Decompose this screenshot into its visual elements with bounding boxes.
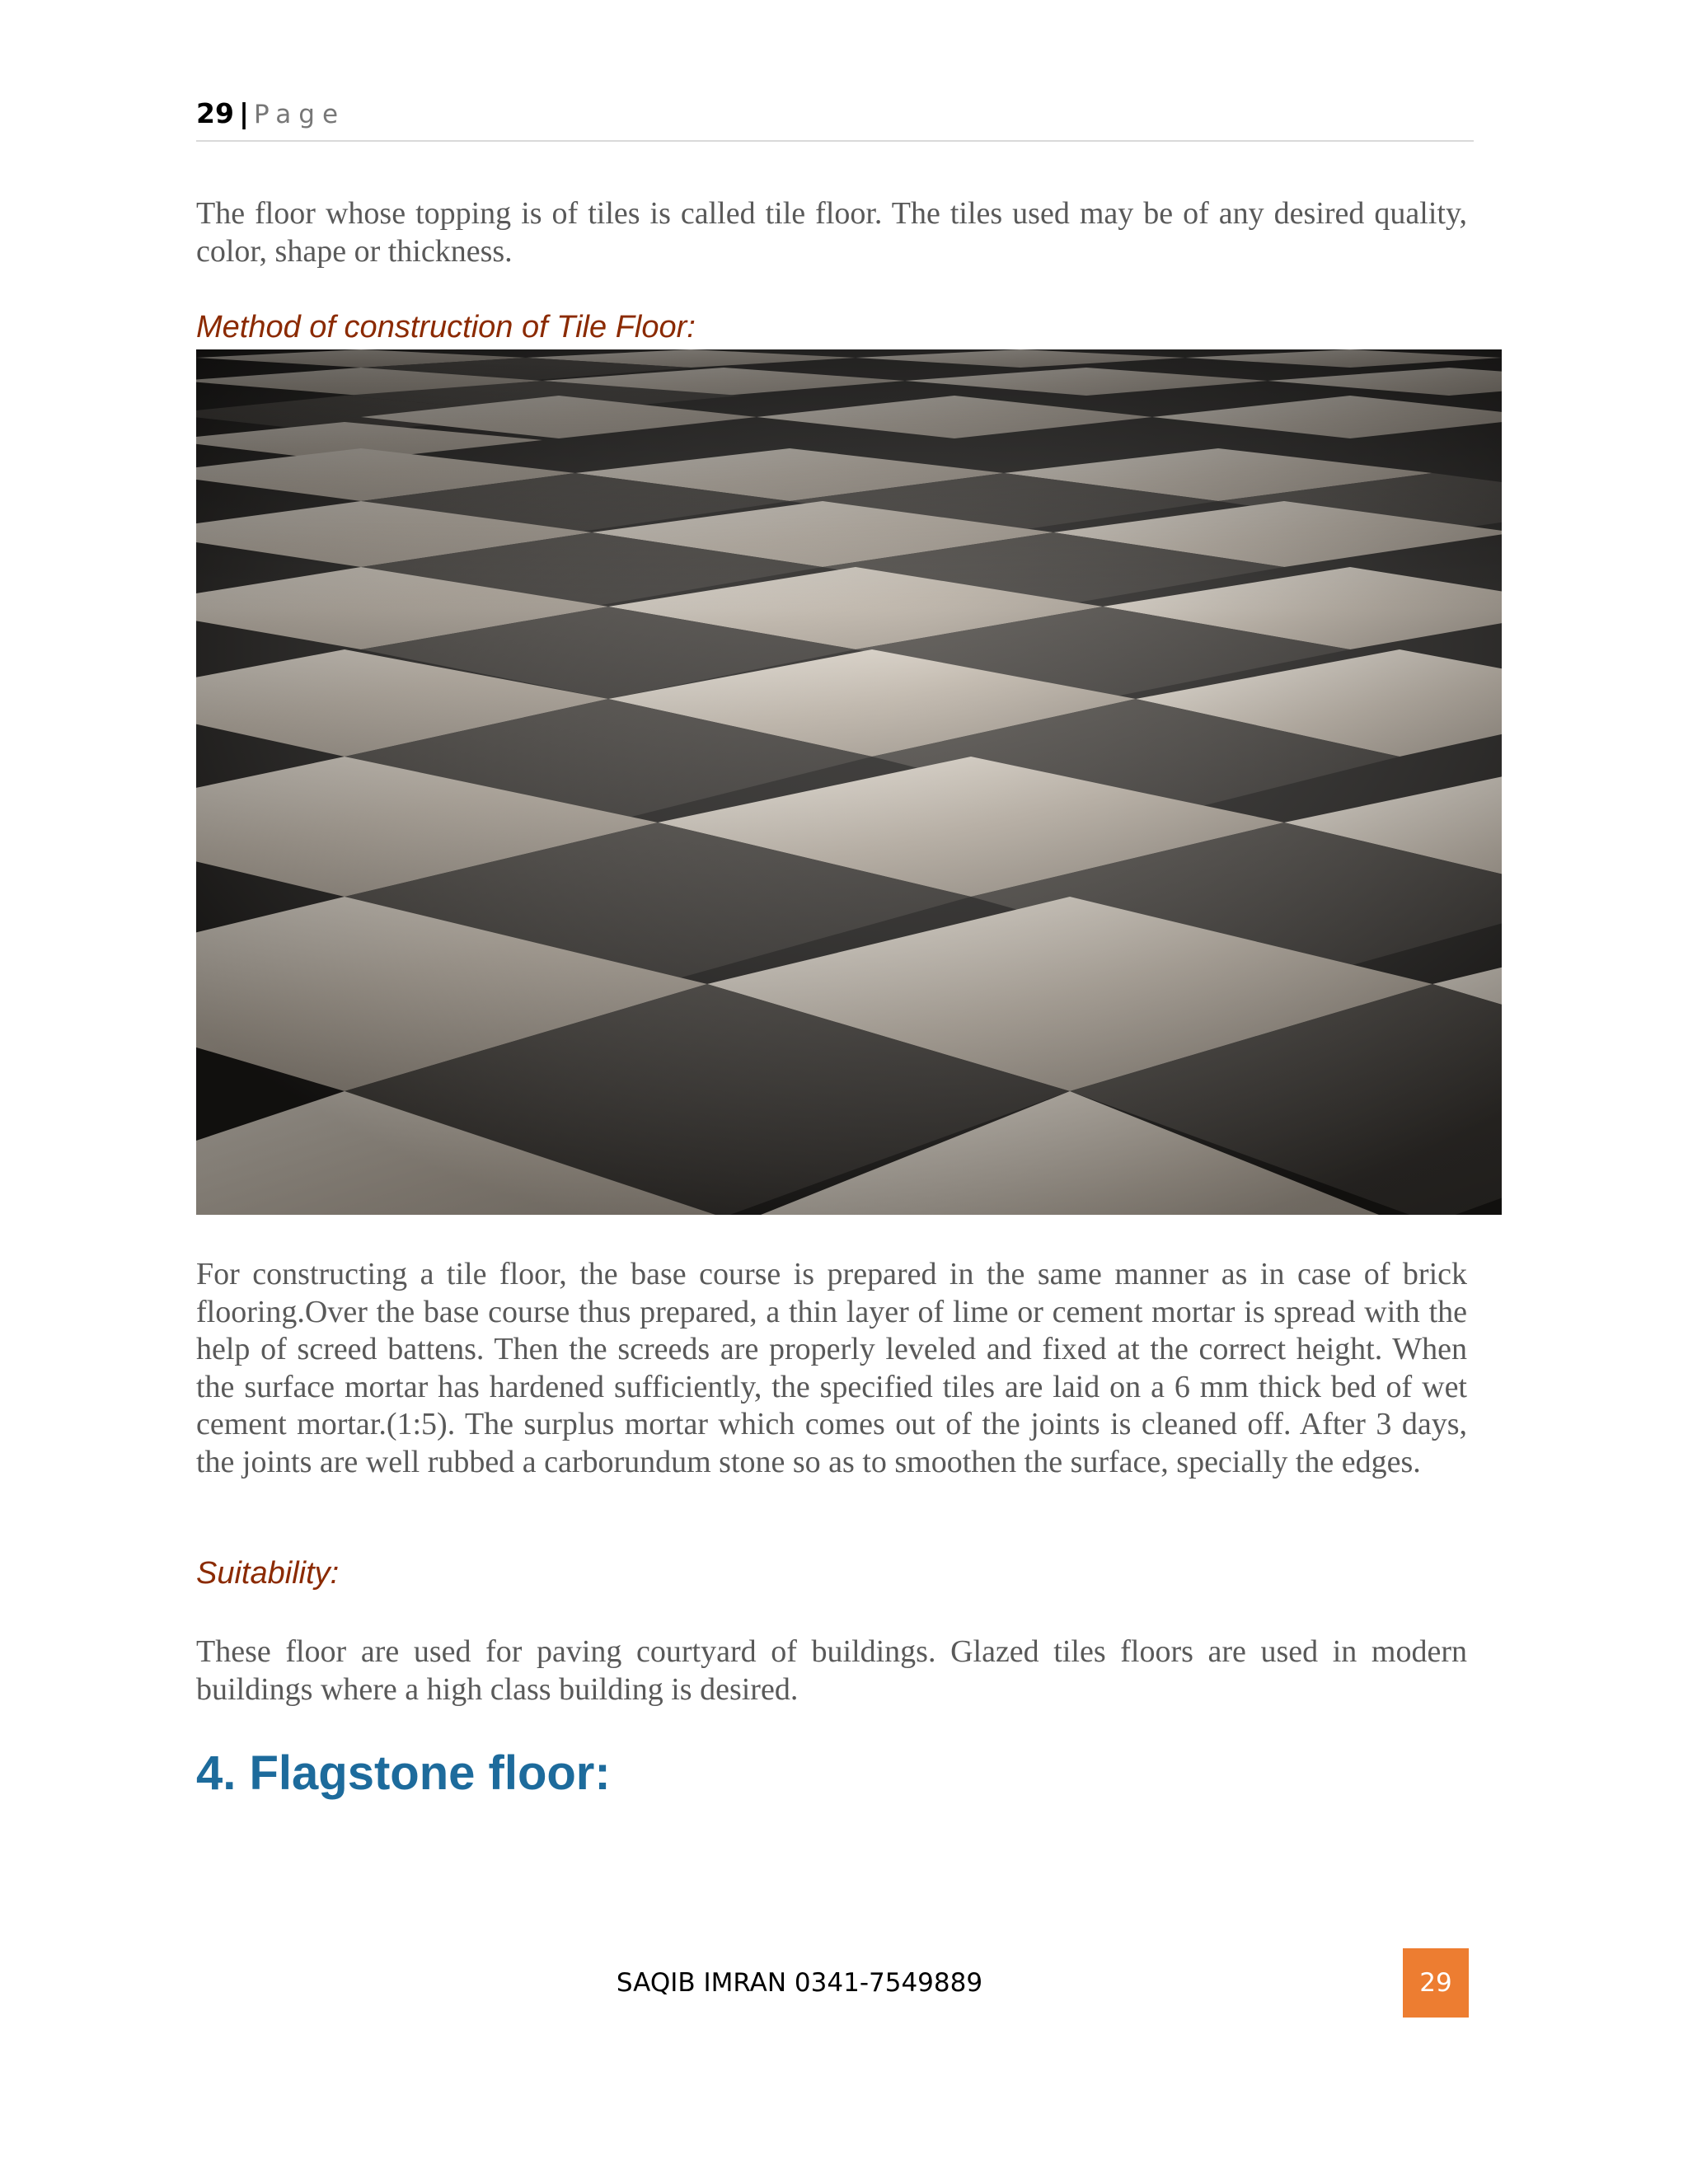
page-header xyxy=(196,97,1474,142)
header-page-number: 29 xyxy=(196,97,234,129)
method-paragraph: For constructing a tile floor, the base course is prepared in the same manner as in case of brick flooring.Over the base course thus prepared, a thin layer of lime or cement mortar is spread with the help of screed battens. Then the screeds are properly leveled and fixed at the correct height. When the surface mortar has hardened sufficiently, the specified tiles are laid on a 6 mm thick bed of wet cement mortar.(1:5). The surplus mortar which comes out of the joints is cleaned off. After 3 days, the joints are well rubbed a carborundum stone so as to smoothen the surface, specially the edges. xyxy=(196,1257,1467,1479)
header-page-label: Page xyxy=(254,100,346,129)
checkerboard-tile-floor-photo xyxy=(196,349,1502,1215)
suitability-paragraph: These floor are used for paving courtyard of buildings. Glazed tiles floors are used in modern buildings where a high class building is desired. xyxy=(196,1634,1467,1707)
suitability-heading: Suitability: xyxy=(196,1556,340,1591)
header-separator: | xyxy=(238,97,249,129)
method-heading: Method of construction of Tile Floor: xyxy=(196,310,696,344)
footer-page-badge: 29 xyxy=(1403,1948,1469,2018)
section-title: 4. Flagstone floor: xyxy=(196,1746,611,1800)
footer-author-contact: SAQIB IMRAN 0341-7549889 xyxy=(616,1968,983,1998)
intro-paragraph: The floor whose topping is of tiles is called tile floor. The tiles used may be of any desired quality, color, shape or thickness. xyxy=(196,196,1467,269)
